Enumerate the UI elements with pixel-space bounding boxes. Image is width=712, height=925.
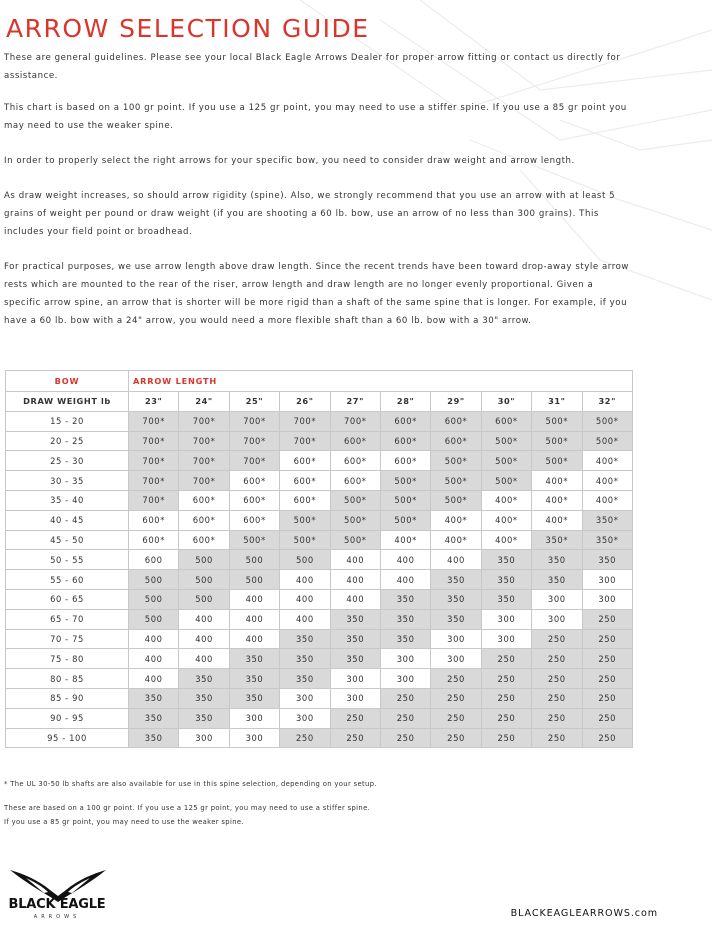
spine-cell: 400* [532, 490, 582, 510]
draw-weight-cell: 40 - 45 [6, 510, 129, 530]
spine-cell: 300 [280, 688, 330, 708]
spine-cell: 250 [280, 728, 330, 748]
spine-cell: 700* [229, 451, 279, 471]
spine-cell: 350 [431, 570, 481, 590]
spine-cell: 350 [129, 728, 179, 748]
spine-cell: 250 [380, 688, 430, 708]
spine-cell: 250 [532, 728, 582, 748]
spine-cell: 350 [431, 589, 481, 609]
table-row [6, 728, 633, 748]
table-group-header-row [6, 371, 633, 392]
spine-cell: 350 [129, 688, 179, 708]
spine-cell: 400 [129, 649, 179, 669]
spine-cell: 700* [179, 431, 229, 451]
spine-cell: 500* [532, 411, 582, 431]
spine-cell: 500* [481, 471, 531, 491]
spine-cell: 350 [481, 589, 531, 609]
spine-cell: 400 [280, 570, 330, 590]
draw-weight-paragraph: As draw weight increases, so should arrow rigidity (spine). Also, we strongly recommend that you use an arrow with at least 5 grains of weight per pound or draw weight (if you are shooting a 60 lb. bow, use an arrow of no less than 300 grains). This includes your field point or broadhead. [4, 191, 616, 237]
spine-cell: 300 [481, 629, 531, 649]
spine-cell: 250 [532, 649, 582, 669]
spine-cell: 500* [582, 431, 632, 451]
spine-cell: 400* [481, 490, 531, 510]
spine-cell: 350 [330, 609, 380, 629]
table-row [6, 609, 633, 629]
spine-cell: 600* [129, 510, 179, 530]
table-row [6, 411, 633, 431]
spine-cell: 250 [431, 688, 481, 708]
spine-cell: 300 [431, 629, 481, 649]
table-row [6, 669, 633, 689]
spine-cell: 300 [481, 609, 531, 629]
spine-cell: 300 [280, 708, 330, 728]
table-row [6, 708, 633, 728]
spine-cell: 500 [129, 570, 179, 590]
spine-cell: 600* [280, 490, 330, 510]
length-header-cell: 28" [380, 392, 430, 412]
spine-cell: 250 [532, 629, 582, 649]
spine-cell: 500 [229, 570, 279, 590]
point-note-line-1: These are based on a 100 gr point. If you use a 125 gr point, you may need to use a stiffer spine. [4, 804, 371, 812]
spine-cell: 500* [532, 431, 582, 451]
spine-cell: 500* [380, 510, 430, 530]
spine-cell: 600* [380, 451, 430, 471]
length-header-cell: 27" [330, 392, 380, 412]
spine-cell: 600* [229, 471, 279, 491]
spine-cell: 500* [280, 530, 330, 550]
spine-cell: 250 [481, 688, 531, 708]
draw-weight-cell: 50 - 55 [6, 550, 129, 570]
spine-cell: 600* [431, 431, 481, 451]
length-header-cell: 30" [481, 392, 531, 412]
spine-cell: 600* [129, 530, 179, 550]
spine-cell: 600* [380, 411, 430, 431]
spine-cell: 600* [431, 411, 481, 431]
spine-cell: 500* [330, 490, 380, 510]
spine-cell: 250 [481, 669, 531, 689]
length-header-cell: 32" [582, 392, 632, 412]
spine-cell: 400* [481, 510, 531, 530]
bow-header: BOW [6, 371, 129, 392]
spine-cell: 350* [582, 510, 632, 530]
spine-cell: 400 [330, 550, 380, 570]
spine-cell: 700* [280, 431, 330, 451]
spine-cell: 600* [330, 431, 380, 451]
spine-cell: 350 [582, 550, 632, 570]
spine-cell: 250 [330, 708, 380, 728]
length-header-cell: 24" [179, 392, 229, 412]
spine-cell: 400* [431, 530, 481, 550]
spine-cell: 700* [129, 490, 179, 510]
spine-cell: 300 [582, 570, 632, 590]
spine-cell: 250 [481, 708, 531, 728]
spine-cell: 600* [179, 530, 229, 550]
table-row [6, 451, 633, 471]
spine-cell: 350 [330, 629, 380, 649]
table-row [6, 431, 633, 451]
spine-cell: 400 [179, 649, 229, 669]
selection-paragraph: In order to properly select the right arrows for your specific bow, you need to consider draw weight and arrow length. [4, 156, 575, 166]
brand-logo-subtitle: ARROWS [33, 914, 81, 920]
spine-cell: 700* [280, 411, 330, 431]
draw-weight-cell: 80 - 85 [6, 669, 129, 689]
website-link[interactable]: BLACKEAGLEARROWS.com [510, 908, 658, 919]
spine-cell: 600* [280, 451, 330, 471]
draw-weight-cell: 70 - 75 [6, 629, 129, 649]
spine-cell: 700* [129, 471, 179, 491]
spine-cell: 250 [481, 649, 531, 669]
spine-cell: 350 [179, 669, 229, 689]
spine-cell: 400* [582, 451, 632, 471]
spine-cell: 300 [431, 649, 481, 669]
draw-weight-cell: 30 - 35 [6, 471, 129, 491]
spine-cell: 500 [179, 550, 229, 570]
spine-cell: 600* [229, 490, 279, 510]
spine-cell: 700* [229, 411, 279, 431]
table-row [6, 490, 633, 510]
spine-cell: 500* [431, 471, 481, 491]
spine-cell: 500 [229, 550, 279, 570]
spine-cell: 400 [280, 609, 330, 629]
spine-cell: 700* [129, 411, 179, 431]
footnote: * The UL 30-50 lb shafts are also available for use in this spine selection, depending on your setup. [4, 780, 377, 788]
spine-cell: 350 [532, 550, 582, 570]
spine-cell: 300 [380, 649, 430, 669]
spine-cell: 400 [179, 609, 229, 629]
draw-weight-cell: 65 - 70 [6, 609, 129, 629]
spine-cell: 400* [582, 490, 632, 510]
spine-cell: 400 [380, 570, 430, 590]
draw-weight-cell: 35 - 40 [6, 490, 129, 510]
table-row [6, 471, 633, 491]
spine-cell: 350 [330, 649, 380, 669]
length-header-cell: 25" [229, 392, 279, 412]
length-header-cell: 31" [532, 392, 582, 412]
table-row [6, 688, 633, 708]
spine-cell: 700* [129, 451, 179, 471]
spine-cell: 500 [129, 589, 179, 609]
spine-cell: 700* [129, 431, 179, 451]
spine-cell: 350 [280, 629, 330, 649]
spine-cell: 250 [582, 688, 632, 708]
table-row [6, 570, 633, 590]
spine-cell: 400* [431, 510, 481, 530]
draw-weight-cell: 85 - 90 [6, 688, 129, 708]
spine-cell: 600* [330, 471, 380, 491]
spine-cell: 350 [532, 570, 582, 590]
spine-cell: 500 [129, 609, 179, 629]
brand-logo-text: BLACK EAGLE [8, 897, 106, 912]
spine-cell: 500* [380, 471, 430, 491]
spine-cell: 700* [179, 411, 229, 431]
spine-cell: 500* [229, 530, 279, 550]
spine-cell: 700* [330, 411, 380, 431]
spine-cell: 250 [582, 629, 632, 649]
spine-cell: 400 [229, 609, 279, 629]
spine-cell: 250 [330, 728, 380, 748]
spine-cell: 400* [532, 510, 582, 530]
spine-cell: 500* [330, 510, 380, 530]
spine-cell: 500* [431, 490, 481, 510]
table-row [6, 649, 633, 669]
spine-cell: 500 [179, 589, 229, 609]
spine-cell: 600* [330, 451, 380, 471]
spine-cell: 250 [380, 708, 430, 728]
spine-cell: 400 [129, 669, 179, 689]
spine-cell: 350 [481, 570, 531, 590]
draw-weight-cell: 45 - 50 [6, 530, 129, 550]
spine-cell: 250 [380, 728, 430, 748]
spine-cell: 400* [532, 471, 582, 491]
table-row [6, 589, 633, 609]
spine-cell: 500* [431, 451, 481, 471]
spine-cell: 300 [532, 609, 582, 629]
spine-cell: 250 [431, 728, 481, 748]
spine-cell: 350 [179, 708, 229, 728]
spine-cell: 350 [229, 688, 279, 708]
spine-cell: 400 [431, 550, 481, 570]
spine-cell: 400* [380, 530, 430, 550]
spine-cell: 300 [330, 669, 380, 689]
spine-cell: 400 [330, 589, 380, 609]
length-header-cell: 29" [431, 392, 481, 412]
spine-cell: 500* [582, 411, 632, 431]
spine-cell: 350 [380, 629, 430, 649]
spine-cell: 250 [431, 708, 481, 728]
table-row [6, 510, 633, 530]
spine-cell: 400 [380, 550, 430, 570]
spine-cell: 250 [481, 728, 531, 748]
spine-cell: 600* [280, 471, 330, 491]
spine-cell: 600 [129, 550, 179, 570]
spine-cell: 350 [380, 609, 430, 629]
point-note-line-2: If you use a 85 gr point, you may need to use the weaker spine. [4, 818, 244, 826]
spine-cell: 500 [179, 570, 229, 590]
spine-cell: 250 [582, 649, 632, 669]
spine-cell: 500* [481, 431, 531, 451]
spine-cell: 500 [280, 550, 330, 570]
spine-cell: 300 [229, 728, 279, 748]
draw-weight-cell: 60 - 65 [6, 589, 129, 609]
spine-cell: 250 [532, 708, 582, 728]
length-header-cell: 23" [129, 392, 179, 412]
spine-cell: 500* [532, 451, 582, 471]
spine-cell: 300 [330, 688, 380, 708]
draw-weight-cell: 20 - 25 [6, 431, 129, 451]
table-row [6, 550, 633, 570]
point-weight-paragraph: This chart is based on a 100 gr point. If you use a 125 gr point, you may need to use a stiffer spine. If you use a 85 gr point you may need to use the weaker spine. [4, 103, 627, 131]
spine-cell: 500* [280, 510, 330, 530]
table-row [6, 530, 633, 550]
spine-cell: 250 [532, 688, 582, 708]
spine-cell: 250 [582, 669, 632, 689]
spine-cell: 350* [582, 530, 632, 550]
spine-cell: 350 [129, 708, 179, 728]
spine-cell: 400 [330, 570, 380, 590]
draw-weight-cell: 55 - 60 [6, 570, 129, 590]
draw-weight-cell: 90 - 95 [6, 708, 129, 728]
spine-cell: 300 [179, 728, 229, 748]
arrow-length-paragraph: For practical purposes, we use arrow length above draw length. Since the recent trends have been toward drop-away style arrow rests which are mounted to the rear of the riser, arrow length and draw length are no longer evenly proportional. Given a specific arrow spine, an arrow that is shorter will be more rigid than a shaft of the same spine that is longer. For example, if you have a 60 lb. bow with a 24" arrow, you would need a more flexible shaft than a 60 lb. bow with a 30" arrow. [4, 262, 629, 326]
page-title: ARROW SELECTION GUIDE [6, 14, 370, 43]
spine-selection-table [5, 370, 633, 748]
spine-cell: 400 [179, 629, 229, 649]
spine-cell: 350 [481, 550, 531, 570]
length-header-cell: 26" [280, 392, 330, 412]
spine-cell: 300 [380, 669, 430, 689]
spine-cell: 300 [229, 708, 279, 728]
spine-cell: 250 [431, 669, 481, 689]
point-note [4, 801, 644, 829]
arrow-length-header: ARROW LENGTH [129, 371, 633, 392]
table-body [6, 411, 633, 748]
table-column-header-row [6, 392, 633, 412]
spine-cell: 400 [229, 629, 279, 649]
spine-cell: 350 [179, 688, 229, 708]
spine-cell: 250 [582, 708, 632, 728]
spine-cell: 400 [280, 589, 330, 609]
spine-cell: 350 [229, 669, 279, 689]
spine-cell: 600* [179, 510, 229, 530]
spine-cell: 700* [229, 431, 279, 451]
spine-cell: 600* [229, 510, 279, 530]
spine-cell: 600* [179, 490, 229, 510]
draw-weight-cell: 15 - 20 [6, 411, 129, 431]
spine-cell: 350 [431, 609, 481, 629]
table-row [6, 629, 633, 649]
spine-cell: 400 [229, 589, 279, 609]
spine-cell: 350 [229, 649, 279, 669]
spine-cell: 400* [582, 471, 632, 491]
spine-cell: 500* [481, 451, 531, 471]
spine-cell: 350 [380, 589, 430, 609]
spine-cell: 700* [179, 471, 229, 491]
draw-weight-cell: 95 - 100 [6, 728, 129, 748]
spine-cell: 300 [582, 589, 632, 609]
spine-cell: 350 [280, 669, 330, 689]
spine-cell: 250 [582, 609, 632, 629]
spine-cell: 400* [481, 530, 531, 550]
spine-cell: 350 [280, 649, 330, 669]
spine-cell: 500* [330, 530, 380, 550]
spine-cell: 600* [481, 411, 531, 431]
intro-paragraph: These are general guidelines. Please see your local Black Eagle Arrows Dealer for proper arrow fitting or contact us directly for assistance. [4, 53, 621, 81]
spine-cell: 350* [532, 530, 582, 550]
spine-cell: 250 [582, 728, 632, 748]
spine-cell: 400 [129, 629, 179, 649]
draw-weight-cell: 25 - 30 [6, 451, 129, 471]
spine-cell: 250 [532, 669, 582, 689]
spine-cell: 500* [380, 490, 430, 510]
spine-cell: 300 [532, 589, 582, 609]
draw-weight-header: DRAW WEIGHT lb [6, 392, 129, 412]
spine-cell: 600* [380, 431, 430, 451]
draw-weight-cell: 75 - 80 [6, 649, 129, 669]
spine-cell: 700* [179, 451, 229, 471]
